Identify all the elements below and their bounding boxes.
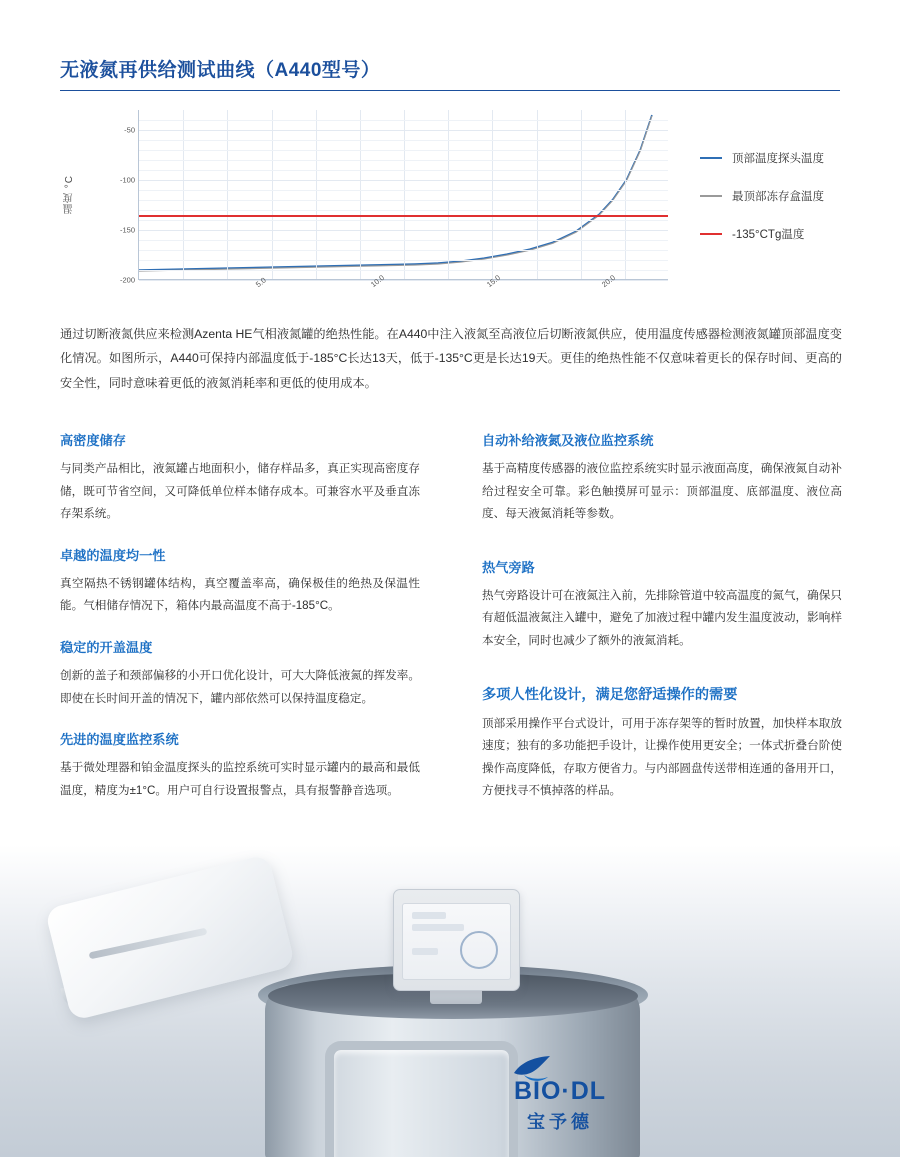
chart-gridline-minor	[139, 190, 668, 191]
feature-heading: 自动补给液氮及液位监控系统	[482, 433, 654, 448]
chart-gridline-vertical	[272, 110, 273, 279]
brand-name-en: BIO·DL	[513, 1077, 607, 1105]
chart-gridline-horizontal	[139, 280, 668, 281]
chart-gridline-minor	[139, 210, 668, 211]
control-panel-screen	[402, 903, 511, 980]
feature-body: 基于高精度传感器的液位监控系统实时显示液面高度，确保液氮自动补给过程安全可靠。彩色触摸屏可显示：顶部温度、底部温度、液位高度、每天液氮消耗等参数。	[482, 462, 842, 521]
feature-item	[60, 430, 420, 526]
feature-item	[60, 729, 420, 802]
chart-gridline-minor	[139, 250, 668, 251]
chart-gridline-vertical	[625, 110, 626, 279]
chart-gridline-minor	[139, 220, 668, 221]
feature-heading: 先进的温度监控系统	[60, 732, 179, 748]
title-divider	[60, 90, 840, 91]
chart-gridline-minor	[139, 240, 668, 241]
feature-column-right	[482, 430, 842, 822]
legend-swatch-threshold	[700, 233, 722, 235]
chart-legend	[700, 150, 890, 264]
chart-gridline-vertical	[581, 110, 582, 279]
chart-gridline-horizontal	[139, 230, 668, 231]
chart-gridline-vertical	[404, 110, 405, 279]
chart-gridline-vertical	[448, 110, 449, 279]
chart-y-axis-label: 温度 °C	[64, 175, 75, 214]
chart-gridline-minor	[139, 160, 668, 161]
chart-plot-area	[119, 110, 668, 290]
legend-item	[700, 226, 890, 242]
title-section	[60, 55, 840, 91]
feature-item	[482, 684, 842, 803]
feature-heading: 高密度储存	[60, 433, 126, 448]
chart-series-path	[139, 115, 652, 270]
chart-x-tick-label: 10.0	[369, 273, 387, 290]
control-panel	[393, 889, 520, 991]
chart-gridline-minor	[139, 200, 668, 201]
chart-y-tick-label: -200	[119, 275, 135, 285]
chart-gridline-vertical	[492, 110, 493, 279]
chart-gridline-horizontal	[139, 130, 668, 131]
panel-readout-bar	[412, 948, 438, 955]
feature-heading: 稳定的开盖温度	[60, 639, 153, 655]
legend-item	[700, 188, 890, 204]
feature-item	[482, 430, 842, 526]
chart-gridline-minor	[139, 150, 668, 151]
panel-readout-bar	[412, 912, 446, 919]
feature-body: 顶部采用操作平台式设计，可用于冻存架等的暂时放置，加快样本取放速度；独有的多功能把手设计，让操作使用更安全；一体式折叠台阶使操作高度降低，存取方便省力。与内部圆盘传送带相连通的备用开口，方便找寻不慎掉落的样品。	[482, 716, 842, 798]
chart-gridline-minor	[139, 140, 668, 141]
panel-readout-bar	[412, 924, 464, 931]
feature-body: 热气旁路设计可在液氮注入前，先排除管道中较高温度的氮气，确保只有超低温液氮注入罐中，避免了加液过程中罐内发生温度波动，影响样本安全，同时也减少了额外的液氮消耗。	[482, 588, 842, 647]
panel-dial-icon	[460, 931, 498, 969]
legend-label-threshold: -135°CTg温度	[732, 229, 805, 241]
chart-x-tick-label: 20.0	[599, 273, 617, 290]
chart-x-tick-label: 15.0	[484, 273, 502, 290]
chart-gridline-vertical	[316, 110, 317, 279]
legend-item	[700, 150, 890, 166]
chart-gridline-horizontal	[139, 180, 668, 181]
brand-lockup	[455, 1077, 665, 1134]
legend-swatch-series-2	[700, 195, 722, 197]
temperature-chart	[60, 100, 840, 315]
chart-gridline-vertical	[537, 110, 538, 279]
legend-label-series-2: 最顶部冻存盒温度	[732, 191, 824, 203]
feature-item	[482, 557, 842, 653]
feature-body: 真空隔热不锈钢罐体结构，真空覆盖率高，确保极佳的绝热及保温性能。气相储存情况下，箱体内最高温度不高于-185°C。	[60, 576, 420, 613]
chart-gridline-minor	[139, 170, 668, 171]
feature-column-left	[60, 430, 420, 821]
legend-label-series-1: 顶部温度探头温度	[732, 153, 824, 165]
feature-heading: 卓越的温度均一性	[60, 547, 166, 563]
intro-paragraph: 通过切断液氮供应来检测Azenta HE气相液氮罐的绝热性能。在A440中注入液氮至高液位后切断液氮供应，使用温度传感器检测液氮罐顶部温度变化情况。如图所示，A440可保持内部温度低于-185°C长达13天，低于-135°C更是长达19天。更佳的绝热性能不仅意味着更长的保存时间、更高的安全性，同时意味着更低的液氮消耗率和更低的使用成本。	[60, 327, 842, 390]
feature-heading: 多项人性化设计，满足您舒适操作的需要	[482, 686, 738, 703]
chart-gridline-minor	[139, 260, 668, 261]
feature-item	[60, 545, 420, 618]
chart-gridline-minor	[139, 120, 668, 121]
chart-gridline-vertical	[360, 110, 361, 279]
chart-y-tick-label: -150	[119, 225, 135, 235]
chart-gridline-minor	[139, 270, 668, 271]
chart-y-tick-label: -50	[124, 125, 135, 135]
chart-gridline-vertical	[183, 110, 184, 279]
product-photo	[0, 845, 900, 1157]
feature-body: 创新的盖子和颈部偏移的小开口优化设计，可大大降低液氮的挥发率。即使在长时间开盖的情况下，罐内部依然可以保持温度稳定。	[60, 668, 420, 705]
brand-name-cn: 宝予德	[527, 1112, 593, 1132]
feature-body: 与同类产品相比，液氮罐占地面积小，储存样品多，真正实现高密度存储，既可节省空间，又可降低单位样本储存成本。可兼容水平及垂直冻存架系统。	[60, 462, 420, 521]
legend-swatch-series-1	[700, 157, 722, 159]
feature-body: 基于微处理器和铂金温度探头的监控系统可实时显示罐内的最高和最低温度，精度为±1°C。用户可自行设置报警点，具有报警静音选项。	[60, 761, 420, 797]
feature-heading: 热气旁路	[482, 559, 535, 575]
feature-item	[60, 637, 420, 710]
feature-columns	[60, 430, 842, 850]
chart-threshold-line	[139, 215, 668, 217]
page-title: 无液氮再供给测试曲线（A440型号）	[60, 60, 381, 81]
chart-y-tick-label: -100	[119, 175, 135, 185]
chart-gridline-vertical	[227, 110, 228, 279]
chart-x-tick-label: 5.0	[254, 275, 268, 290]
